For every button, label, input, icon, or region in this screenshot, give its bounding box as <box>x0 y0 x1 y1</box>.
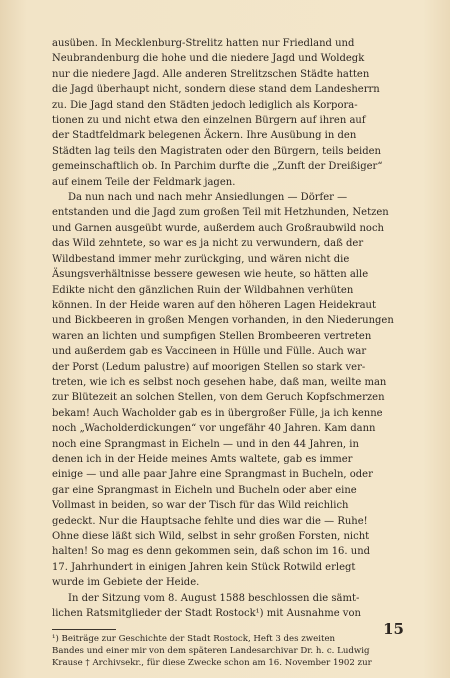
text-line: zur Blütezeit an solchen Stellen, von dem Geruch Kopfschmerzen <box>52 392 385 404</box>
paragraph <box>52 190 402 591</box>
text-line: gedeckt. Nur die Hauptsache fehlte und dies war die — Ruhe! <box>52 515 368 527</box>
text-line: waren an lichten und sumpfigen Stellen Brombeeren vertreten <box>52 330 372 342</box>
text-line: noch eine Sprangmast in Eicheln — und in den 44 Jahren, in <box>52 438 359 450</box>
footnote-line: ¹) Beiträge zur Geschichte der Stadt Rostock, Heft 3 des zweiten <box>52 634 336 645</box>
text-line: Da nun nach und nach mehr Ansiedlungen — Dörfer — <box>68 192 348 204</box>
body-text <box>52 36 402 621</box>
footnote-line: Krause † Archivsekr., für diese Zwecke schon am 16. November 1902 zur <box>52 657 372 668</box>
text-line: zu. Die Jagd stand den Städten jedoch lediglich als Korpora- <box>52 99 358 111</box>
text-line: auf einem Teile der Feldmark jagen. <box>52 176 236 188</box>
text-line: Edikte nicht den gänzlichen Ruin der Wildbahnen verhüten <box>52 284 354 296</box>
text-line: Äsungsverhältnisse bessere gewesen wie heute, so hätten alle <box>52 269 369 281</box>
page-number: 15 <box>383 620 404 638</box>
text-line: nur die niedere Jagd. Alle anderen Strelitzschen Städte hatten <box>52 68 370 80</box>
text-line: 17. Jahrhundert in einigen Jahren kein Stück Rotwild erlegt <box>52 561 356 573</box>
text-line: und Bickbeeren in großen Mengen vorhanden, in den Niederungen <box>52 315 394 327</box>
footnote <box>52 634 402 669</box>
text-line: denen ich in der Heide meines Amts waltete, gab es immer <box>52 453 353 465</box>
text-line: gar eine Sprangmast in Eicheln und Bucheln oder aber eine <box>52 484 357 496</box>
text-line: der Porst (Ledum palustre) auf moorigen Stellen so stark ver- <box>52 361 366 373</box>
paragraph <box>52 36 402 190</box>
text-line: einige — und alle paar Jahre eine Sprangmast in Bucheln, oder <box>52 469 373 481</box>
text-line: tionen zu und nicht etwa den einzelnen Bürgern auf ihren auf <box>52 115 366 127</box>
text-line: Wildbestand immer mehr zurückging, und wären nicht die <box>52 253 350 265</box>
text-line: Neubrandenburg die hohe und die niedere Jagd und Woldegk <box>52 53 365 65</box>
text-line: bekam! Auch Wacholder gab es in übergroßer Fülle, ja ich kenne <box>52 407 383 419</box>
text-line: halten! So mag es denn gekommen sein, daß schon im 16. und <box>52 546 371 558</box>
text-line: die Jagd überhaupt nicht, sondern diese stand dem Landesherrn <box>52 84 380 96</box>
text-line: können. In der Heide waren auf den höheren Lagen Heidekraut <box>52 299 377 311</box>
text-line: Vollmast in beiden, so war der Tisch für das Wild reichlich <box>52 500 349 512</box>
text-line: Ohne diese läßt sich Wild, selbst in sehr großen Forsten, nicht <box>52 531 370 542</box>
footnote-line: Bandes und einer mir von dem späteren Landesarchivar Dr. h. c. Ludwig <box>52 646 370 657</box>
text-line: Städten lag teils den Magistraten oder den Bürgern, teils beiden <box>52 145 381 157</box>
text-line: wurde im Gebiete der Heide. <box>52 577 200 589</box>
text-line: und Garnen ausgeübt wurde, außerdem auch Großraubwild noch <box>52 222 384 234</box>
text-line: entstanden und die Jagd zum großen Teil mit Hetzhunden, Netzen <box>52 207 389 219</box>
text-line: gemeinschaftlich ob. In Parchim durfte die „Zunft der Dreißiger“ <box>52 161 383 173</box>
text-line: lichen Ratsmitglieder der Stadt Rostock¹) mit Ausnahme von <box>52 608 361 620</box>
text-line: ausüben. In Mecklenburg-Strelitz hatten nur Friedland und <box>52 38 355 49</box>
text-line: treten, wie ich es selbst noch gesehen habe, daß man, weilte man <box>52 376 387 388</box>
paragraph <box>52 591 402 622</box>
text-line: noch „Wacholderdickungen“ vor ungefähr 40 Jahren. Kam dann <box>52 423 376 435</box>
text-line: und außerdem gab es Vaccineen in Hülle und Fülle. Auch war <box>52 346 367 358</box>
text-line: In der Sitzung vom 8. August 1588 beschlossen die sämt- <box>68 592 360 604</box>
text-line: der Stadtfeldmark belegenen Äckern. Ihre Ausübung in den <box>52 130 357 142</box>
text-line: das Wild zehntete, so war es ja nicht zu verwundern, daß der <box>52 238 364 250</box>
footnote-rule <box>52 629 116 630</box>
